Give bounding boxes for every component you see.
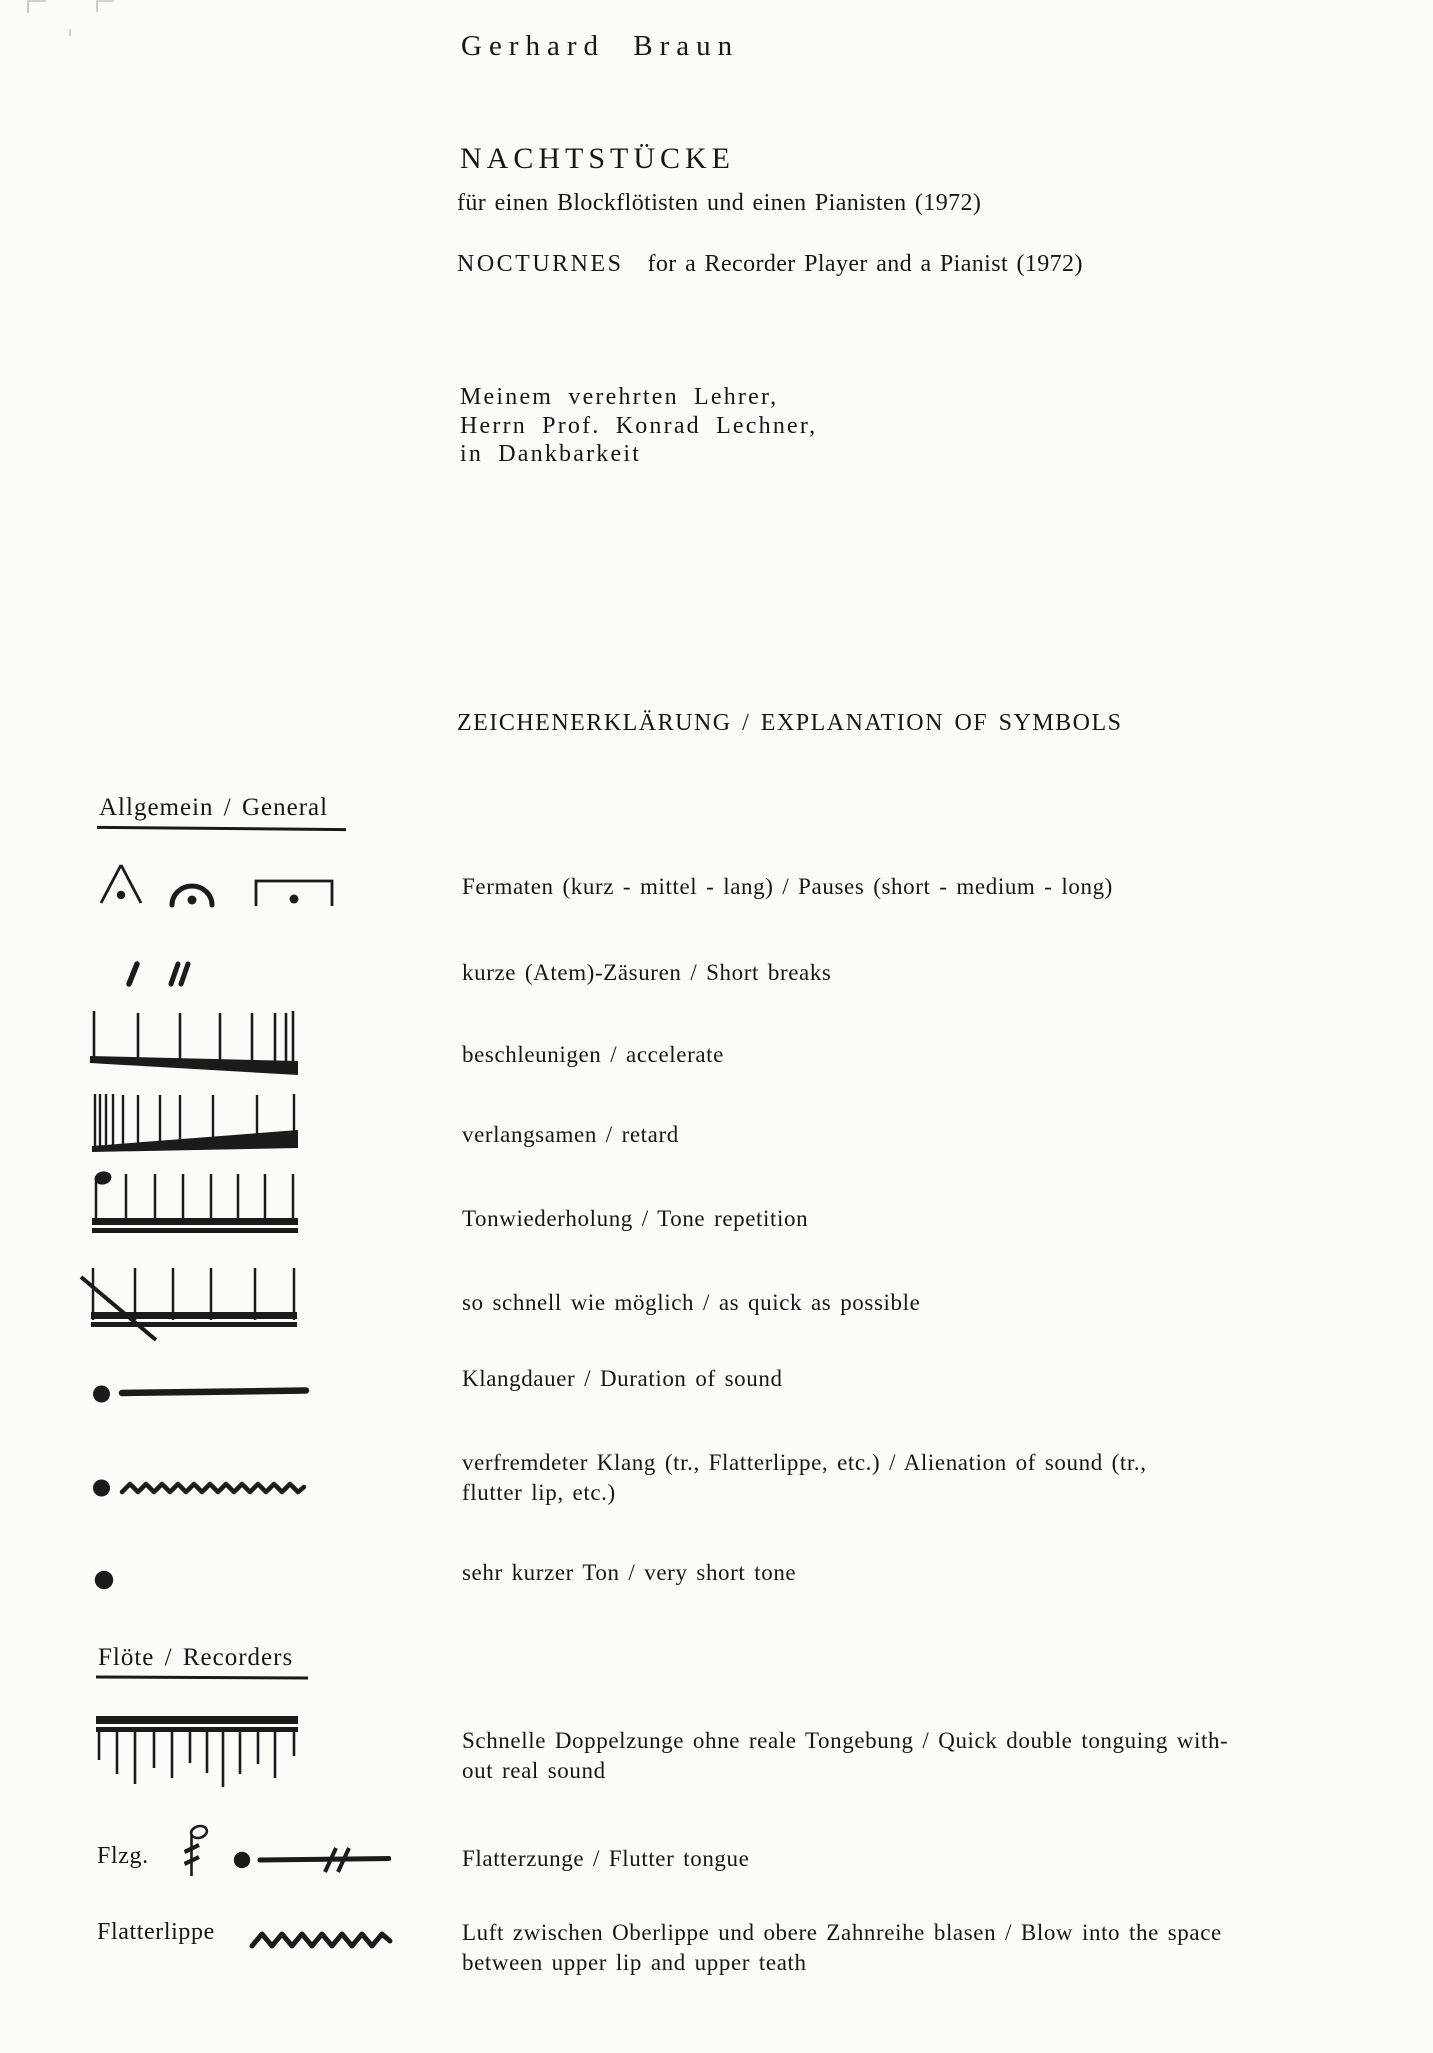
symbol-description: Flatterzunge / Flutter tongue — [462, 1846, 750, 1871]
symbol-description: Luft zwischen Oberlippe und obere Zahnreihe blasen / Blow into the space between upper lip and upper teath — [462, 1920, 1222, 1975]
double-tonguing-icon — [96, 1716, 298, 1790]
symbol-description: Schnelle Doppelzunge ohne reale Tongebung / Quick double tonguing with- out real sound — [462, 1728, 1229, 1783]
symbol-description: beschleunigen / accelerate — [462, 1042, 724, 1067]
heading-underline — [96, 1675, 308, 1679]
section-heading-recorders: Flöte / Recorders — [98, 1644, 294, 1671]
dedication — [460, 383, 817, 469]
symbol-description: so schnell wie möglich / as quick as possible — [462, 1290, 921, 1315]
dedication-line: Meinem verehrten Lehrer, — [460, 384, 779, 410]
legend-heading: ZEICHENERKLÄRUNG / EXPLANATION OF SYMBOLS — [457, 710, 1123, 736]
symbol-description: Tonwiederholung / Tone repetition — [462, 1206, 809, 1231]
fermata-long-icon — [253, 874, 335, 907]
accelerate-beam-icon — [90, 1010, 298, 1076]
work-title-english: NOCTURNES — [457, 251, 624, 277]
work-title-german: NACHTSTÜCKE — [460, 142, 736, 175]
dedication-line: in Dankbarkeit — [460, 441, 642, 467]
breath-mark-icon — [123, 960, 191, 988]
symbol-description: sehr kurzer Ton / very short tone — [462, 1560, 797, 1585]
flutter-lip-label: Flatterlippe — [97, 1919, 215, 1945]
work-subtitle-german: für einen Blockflötisten und einen Pianisten (1972) — [457, 190, 982, 216]
tone-repetition-icon — [92, 1170, 300, 1238]
flutter-tongue-label: Flzg. — [97, 1843, 149, 1869]
work-subtitle-english: for a Recorder Player and a Pianist (1972) — [647, 251, 1083, 277]
flutter-lip-wave-icon — [249, 1927, 393, 1953]
retard-beam-icon — [92, 1094, 298, 1156]
scan-artifact — [27, 0, 46, 13]
fermata-short-icon — [94, 860, 148, 906]
symbol-description: Fermaten (kurz - mittel - lang) / Pauses (short - medium - long) — [462, 874, 1113, 899]
symbol-description: Klangdauer / Duration of sound — [462, 1366, 783, 1391]
scan-artifact — [96, 0, 114, 12]
work-title-english-row — [457, 251, 1083, 278]
flutter-tongue-note-icon — [184, 1824, 212, 1880]
duration-line-icon — [92, 1382, 310, 1404]
alienated-sound-wave-icon — [92, 1474, 310, 1500]
quick-as-possible-icon — [78, 1266, 310, 1346]
author-name: Gerhard Braun — [461, 30, 740, 62]
fermata-medium-icon — [166, 872, 218, 908]
symbol-description: verfremdeter Klang (tr., Flatterlippe, etc.) / Alienation of sound (tr., flutter lip, etc.) — [462, 1450, 1147, 1505]
scan-artifact — [69, 29, 71, 36]
section-heading-general: Allgemein / General — [99, 794, 329, 821]
symbol-description: kurze (Atem)-Zäsuren / Short breaks — [462, 960, 832, 985]
short-tone-dot-icon — [93, 1569, 115, 1591]
dot-line-tremolo-icon — [233, 1845, 391, 1875]
symbol-description: verlangsamen / retard — [462, 1122, 679, 1147]
dedication-line: Herrn Prof. Konrad Lechner, — [460, 412, 818, 439]
heading-underline — [97, 826, 346, 831]
